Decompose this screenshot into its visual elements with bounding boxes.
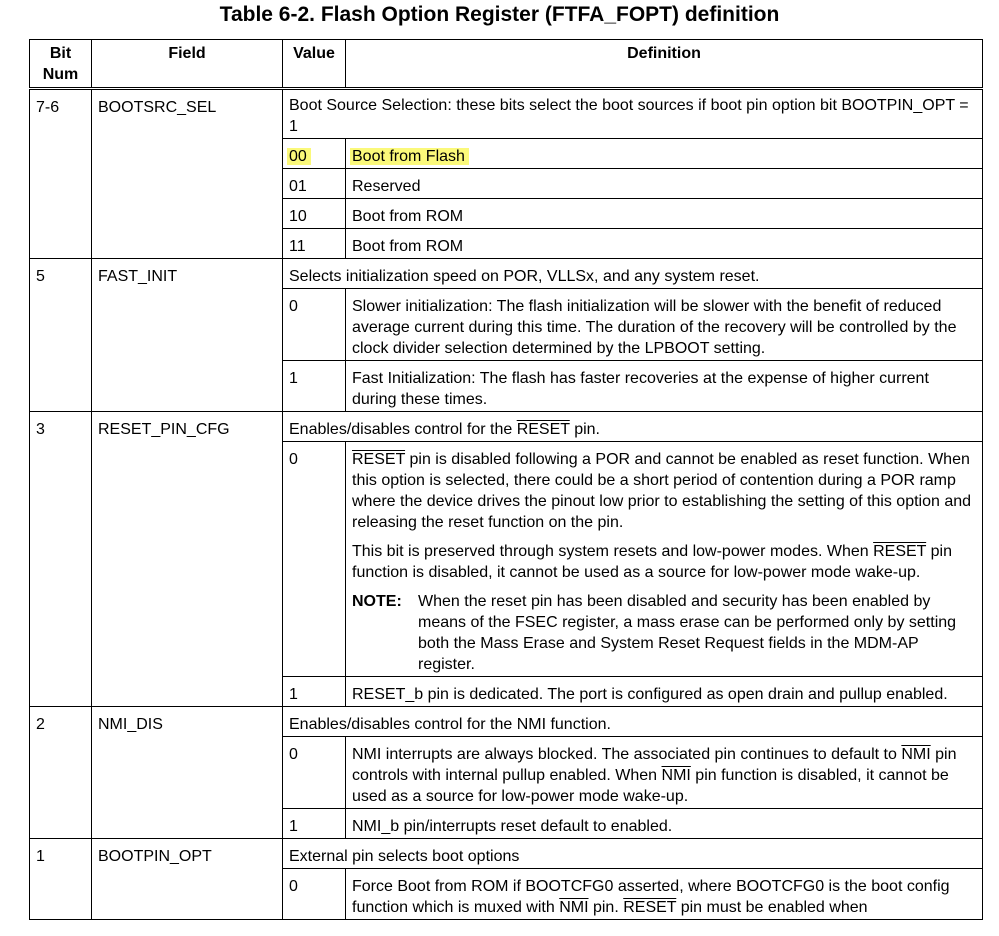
highlighted-value: 00 — [287, 148, 311, 165]
description-cell: External pin selects boot options — [283, 839, 983, 869]
table-row — [30, 89, 983, 139]
header-field: Field — [92, 40, 283, 89]
field-cell: BOOTSRC_SEL — [92, 89, 283, 259]
reset-signal-overline: RESET — [873, 543, 927, 560]
definition-text: Force Boot from ROM if BOOTCFG0 asserted, where BOOTCFG0 is the boot config function which is muxed with — [352, 878, 950, 916]
field-cell: RESET_PIN_CFG — [92, 412, 283, 707]
definition-cell: Slower initialization: The flash initialization will be slower with the benefit of reduced average current during this time. The duration of the recovery will be controlled by the clock divider selection determined by the LPBOOT setting. — [346, 289, 983, 361]
value-cell: 0 — [283, 442, 346, 677]
header-definition: Definition — [346, 40, 983, 89]
value-cell — [283, 139, 346, 169]
definition-text: pin function is disabled, it cannot be used as a source for low-power mode wake-up. — [352, 767, 949, 805]
definition-cell: Boot from ROM — [346, 199, 983, 229]
bit-cell: 3 — [30, 412, 92, 707]
note-text: When the reset pin has been disabled and security has been enabled by means of the FSEC register, a mass erase can be performed only by setting both the Mass Erase and System Reset Request fields in the MDM-AP register. — [418, 593, 957, 673]
table-row — [30, 707, 983, 737]
field-cell: BOOTPIN_OPT — [92, 839, 283, 920]
nmi-signal-overline: $\overline{NMI}$ — [901, 746, 931, 763]
note-block — [352, 591, 976, 675]
description-cell: Enables/disables control for the NMI function. — [283, 707, 983, 737]
definition-cell: Fast Initialization: The flash has faster recoveries at the expense of higher current during these times. — [346, 361, 983, 412]
definition-cell — [346, 737, 983, 809]
definition-cell: RESET_b pin is dedicated. The port is configured as open drain and pullup enabled. — [346, 677, 983, 707]
definition-paragraph — [352, 449, 976, 533]
description-cell: Boot Source Selection: these bits select the boot sources if boot pin option bit BOOTPIN_OPT = 1 — [283, 89, 983, 139]
header-value: Value — [283, 40, 346, 89]
highlighted-definition: Boot from Flash — [350, 148, 469, 165]
bit-cell: 7-6 — [30, 89, 92, 259]
reset-signal-overline: RESET — [352, 451, 406, 468]
header-bit-num: Bit Num — [30, 40, 92, 89]
table-row — [30, 839, 983, 869]
definition-text: NMI interrupts are always blocked. The associated pin continues to default to — [352, 746, 902, 763]
nmi-signal-overline: $\overline{NMI}$ — [661, 767, 691, 784]
value-cell: 1 — [283, 809, 346, 839]
definition-cell — [346, 442, 983, 677]
definition-cell: Reserved — [346, 169, 983, 199]
value-cell: 0 — [283, 737, 346, 809]
paragraph-text: pin function is disabled, it cannot be used as a source for low-power mode wake-up. — [352, 543, 952, 581]
table-row — [30, 412, 983, 442]
value-cell: 11 — [283, 229, 346, 259]
value-cell: 01 — [283, 169, 346, 199]
bit-cell: 1 — [30, 839, 92, 920]
bit-cell: 2 — [30, 707, 92, 839]
paragraph-text: pin is disabled following a POR and cannot be enabled as reset function. When this option is selected, there could be a short period of contention during a POR ramp where the device drives the pinout low prior to establishing the setting of this option and releasing the reset function on the pin. — [352, 451, 972, 531]
value-cell: 0 — [283, 869, 346, 920]
header-row — [30, 40, 983, 89]
definition-text: pin controls with internal pullup enabled. When — [352, 746, 957, 784]
definition-text: pin. — [588, 899, 624, 916]
field-cell: FAST_INIT — [92, 259, 283, 412]
definition-cell — [346, 139, 983, 169]
note-label: NOTE: — [352, 593, 402, 610]
desc-text: pin. — [569, 421, 600, 438]
value-cell: 0 — [283, 289, 346, 361]
nmi-signal-overline: $\overline{NMI}$ — [559, 899, 589, 916]
register-table — [29, 39, 983, 920]
value-cell: 1 — [283, 361, 346, 412]
value-cell: 1 — [283, 677, 346, 707]
definition-cell: NMI_b pin/interrupts reset default to enabled. — [346, 809, 983, 839]
value-cell: 10 — [283, 199, 346, 229]
definition-cell: Boot from ROM — [346, 229, 983, 259]
definition-cell — [346, 869, 983, 920]
desc-text: Enables/disables control for the — [289, 421, 517, 438]
field-cell: NMI_DIS — [92, 707, 283, 839]
definition-paragraph — [352, 541, 976, 583]
description-cell: Selects initialization speed on POR, VLLSx, and any system reset. — [283, 259, 983, 289]
description-cell — [283, 412, 983, 442]
table-title: Table 6-2. Flash Option Register (FTFA_FOPT) definition — [219, 3, 780, 26]
reset-signal-overline: RESET — [623, 899, 677, 916]
bit-cell: 5 — [30, 259, 92, 412]
reset-signal-overline: RESET — [516, 421, 570, 438]
paragraph-text: This bit is preserved through system resets and low-power modes. When — [352, 543, 874, 560]
table-row — [30, 259, 983, 289]
definition-text: pin must be enabled when — [676, 899, 868, 916]
